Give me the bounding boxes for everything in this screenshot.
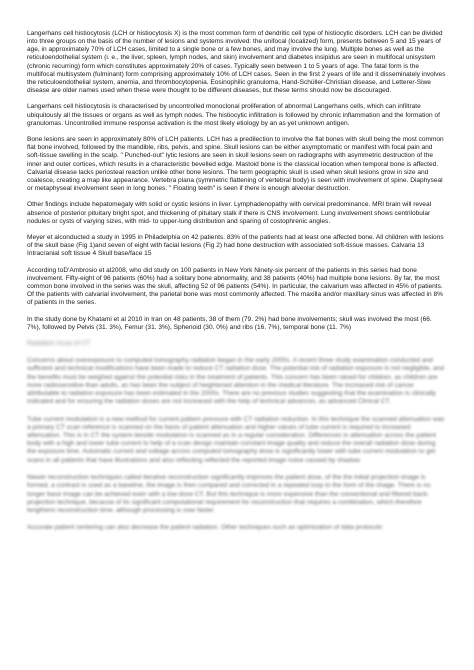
blurred-section-title: Radiation Issue of CT bbox=[27, 340, 90, 348]
paragraph-lch-overview: Langerhans cell histiocytosis (LCH or histiocytosis X) is the most common form of dendritic cell type of histiocytic disorders. LCH can be divided into three groups on the basis of the number of lesions and systems involved: the unifocal (localized) form, presents between 5 and 15 years of age, in approximately 70% of LCH cases, limited to a single bone or a few bones, and may involve the lung. Multiple bones as well as the reticuloendothelial system (i. e., the liver, spleen, lymph nodes, and skin) involvement and diabetes insipidus are seen in multifocal unisystem (chronic recurring) form which constitutes approximately 20% of cases. Typically seen between 1 to 5 years of age. The fatal form is the multifocal multisystem (fulminant) form comprising approximately 10% of LCH cases. Seen in the first 2 years of life and it disseminately involves the reticuloendothelial system, anemia, and thrombocytopenia. Eosinophilic granuloma, Hand-Schüller-Christian disease, and Letterer-Siwe disease are older names used when these were thought to be different diseases, but these terms should now be discouraged. bbox=[27, 30, 446, 95]
document-body bbox=[27, 30, 446, 332]
paragraph-other-findings: Other findings include hepatomegaly with solid or cystic lesions in liver. Lymphadenopathy with cervical predominance. MRI brain will reveal absence of posterior pituitary bright spot, and thickening of pituitary stalk if there is CNS involvement. Lung involvement shows centrilobular nodules or cysts of varying sizes, with mid- to upper-lung distribution and sparing of costophrenic angles. bbox=[27, 201, 432, 225]
paragraph-meyer-study: Meyer et alconducted a study in 1995 in Philadelphia on 42 patients. 83% of the patients had at least one affected bone. All children with lesions of the skull base (Fig 1)and seven of eight with facial lesions (Fig 2) had bone destruction with associated soft-tissue masses. Calvaria 13 Intracranial soft tissue 4 Skull base/face 15 bbox=[27, 234, 444, 258]
blurred-paragraph: Tube current modulation is a new method for current pattern pressure with CT radiation reduction. In this technique the scanned attenuation was a primary CT scan reference is scanned on the basis of patient attenuation and higher values of tube current is required to increased attenuation. This is in CT the system beside modulation is scanned as in a regular consideration. Differences in attenuation across the patient body with a high and lower tube current to help of a scan design maintain constant image quality and reduce the overall radiation dose during the exposure time. Automatic current and voltage across computed tomography dose is significantly lower with tube current modulation to get scans in all patients that have illustrations and also reflecting reflected the reported image noise caused by shadow. bbox=[27, 415, 445, 464]
paragraph-dambrosio-study: According toD'Ambrosio et al2008, who did study on 100 patients in New York Ninety-six percent of the patients in this series had bone involvement. Fifty-eight of 96 patients (60%) had a solitary bone abnormality, and 38 patients (40%) had multiple bone lesions. By far, the most common bone involved in the series was the skull, affecting 52 of 96 patients (54%). In particular, the calvarium was affected in 45% of patients. Of the patients with calvarial involvement, the parietal bone was most commonly affected. The maxilla and/or maxillary sinus was affected in 8% of patients in the series. bbox=[27, 266, 443, 307]
blurred-paragraph: Accurate patient centering can also decrease the patient radiation. Other techniques such as optimization of data protocols bbox=[27, 524, 383, 532]
paragraph-lch-pathogenesis: Langerhans cell histiocytosis is characterised by uncontrolled monoclonal proliferation of abnormal Langerhans cells, which can infiltrate ubiquitously all the tissues or organs as well as lymph nodes. The histiocytic infiltration is followed by chronic inflammation and the formation of granulomas. Uncontrolled immune response activation is the most likely etiology by an as yet unknown antigen. bbox=[27, 103, 440, 127]
blurred-preview-section bbox=[27, 340, 446, 532]
paragraph-khatami-study: In the study done by Khatami et al 2010 in Iran on 48 patients, 38 of them (79. 2%) had bone involvements; skull was involved the most (66. 7%), followed by Pelvis (31. 3%), Femur (31. 3%), Sphenoid (30. 0%) and ribs (16. 7%), temporal bone (11. 7%) bbox=[27, 315, 432, 331]
blurred-paragraph: Newer reconstruction techniques called iterative reconstruction significantly improves the patient dose, of the the initial projection image is formed, a contrast is used as a baseline, the image is then compared and corrected in a repeated loop to the form of the image. There is no longer base image can be achieved even with a low dose CT. But this technique is more expensive than the conventional and filtered back-projection technique, because of its significant computational requirement for reconstruction that requires a combination, which therefore lengthens reconstruction time, although processing is now faster. bbox=[27, 474, 431, 514]
paragraph-bone-lesions: Bone lesions are seen in approximately 80% of LCH patients. LCH has a predilection to involve the flat bones with skull being the most common flat bone involved, followed by the mandible, ribs, pelvis, and spine. Skull lesions can be either asymptomatic or manifest with focal pain and soft-tissue swelling in the scalp. " Punched-out" lytic lesions are seen in skull lesions seen on radiographs with asymmetric destruction of the inner and outer cortices, which results in a characteristic bevelled edge. Mastoid bone is the classical location when temporal bone is affected. Calvarial disease lacks periosteal reaction unlike other bone lesions. The term geographic skull is used when skull lesions grow in size and coalesce, creating a map like appearance. Vertebra plana (symmetric flattening of vertebral body) is seen with involvement of spine. Diaphyseal or metaphyseal involvement seen in long bones. " Floating teeth" is seen if there is enough alveolar destruction. bbox=[27, 136, 444, 193]
blurred-paragraph: Concerns about overexposure to computed tomography radiation began in the early 2000s. A recent three study examination conducted and sufficient and technical modifications have been made to reduce CT radiation dose. The potential risk of radiation exposure is not negligible, and the benefits must be weighed against the potential risks in the treatment of patients. This concern has been raised for children, as children are more radiosensitive than adults, as has been the subject of heightened attention in the medical literature. The increased risk of cancer attributable to radiation exposure has been estimated in the 2000s. There are no previous studies suggesting that the examination is clinically indicated and for ensuring the radiation doses are not increased with the help of technical advances, as advanced Clinical CT. bbox=[27, 357, 445, 406]
